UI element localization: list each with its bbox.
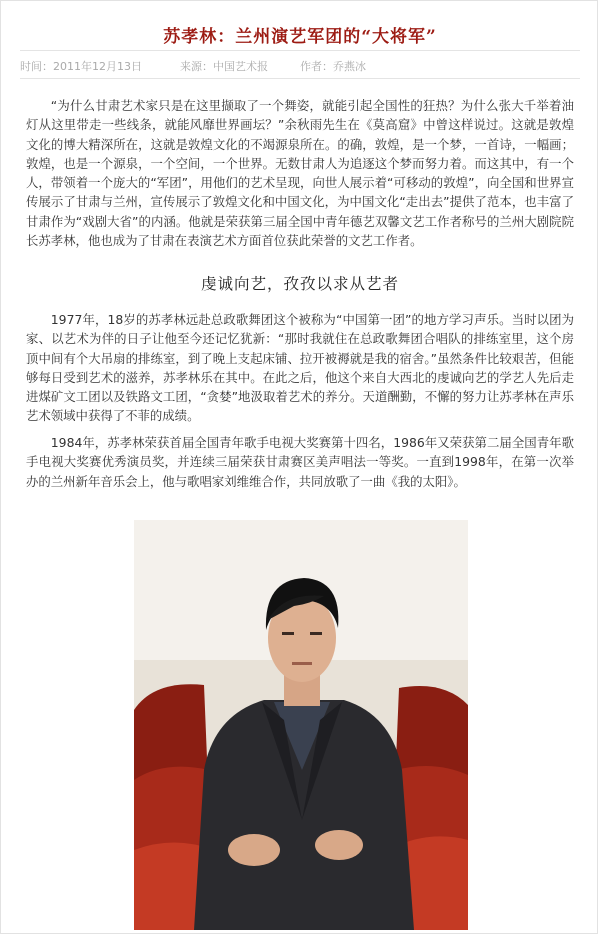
title-divider bbox=[20, 50, 580, 51]
paragraph-early-career: 1977年，18岁的苏孝林远赴总政歌舞团这个被称为“中国第一团”的地方学习声乐。当时以团为家、以艺术为伴的日子让他至今还记忆犹新：“那时我就住在总政歌舞团合唱队的排练室里，这个房顶中间有个大吊扇的排练室，到了晚上支起床铺、拉开被褥就是我的宿舍。”虽然条件比较艰苦，但能够每日受到艺术的滋养，苏孝林乐在其中。在此之后，他这个来自大西北的虔诚向艺的学艺人先后走进煤矿文工团以及铁路文工团，“贪婪”地汲取着艺术的养分。天道酬勤，不懈的努力让苏孝林在声乐艺术领域中获得了不菲的成绩。 bbox=[26, 312, 574, 424]
paragraph-intro: “为什么甘肃艺术家只是在这里撷取了一个舞姿，就能引起全国性的狂热？为什么张大千举着油灯从这里带走一些线条，就能风靡世界画坛？”余秋雨先生在《莫高窟》中曾这样说过。这就是敦煌文化的博大精深所在，这就是敦煌文化的不竭源泉所在。的确，敦煌，是一个梦，一首诗，一幅画；敦煌，也是一个源泉，一个空间，一个世界。无数甘肃人为追逐这个梦而努力着。而这其中，有一个人，带领着一个庞大的“军团”，用他们的艺术呈现，向世人展示着“可移动的敦煌”，向全国和世界宣传展示了甘肃与兰州，宣传展示了敦煌文化和中国文化，为中国文化“走出去”提供了范本，也丰富了甘肃作为“戏剧大省”的内涵。他就是荣获第三届全国中青年德艺双馨文艺工作者称号的兰州大剧院院长苏孝林，他也成为了甘肃在表演艺术方面首位获此荣誉的文艺工作者。 bbox=[26, 98, 574, 249]
section-heading: 虔诚向艺，孜孜以求从艺者 bbox=[200, 275, 399, 293]
publish-time: 时间：2011年12月13日 bbox=[20, 60, 142, 73]
article-source: 来源：中国艺术报 bbox=[180, 60, 268, 73]
paragraph-awards: 1984年，苏孝林荣获首届全国青年歌手电视大奖赛第十四名，1986年又荣获第二届全国青年歌手电视大奖赛优秀演员奖，并连续三届荣获甘肃赛区美声唱法一等奖。一直到1998年，在第一次举办的兰州新年音乐会上，他与歌唱家刘维维合作，共同放歌了一曲《我的太阳》。 bbox=[26, 435, 574, 489]
portrait-photo bbox=[134, 520, 468, 930]
article-meta bbox=[20, 58, 580, 76]
article-title: 苏孝林：兰州演艺军团的“大将军” bbox=[163, 27, 437, 47]
article-author: 作者：乔燕冰 bbox=[300, 60, 366, 73]
meta-divider bbox=[20, 78, 580, 79]
